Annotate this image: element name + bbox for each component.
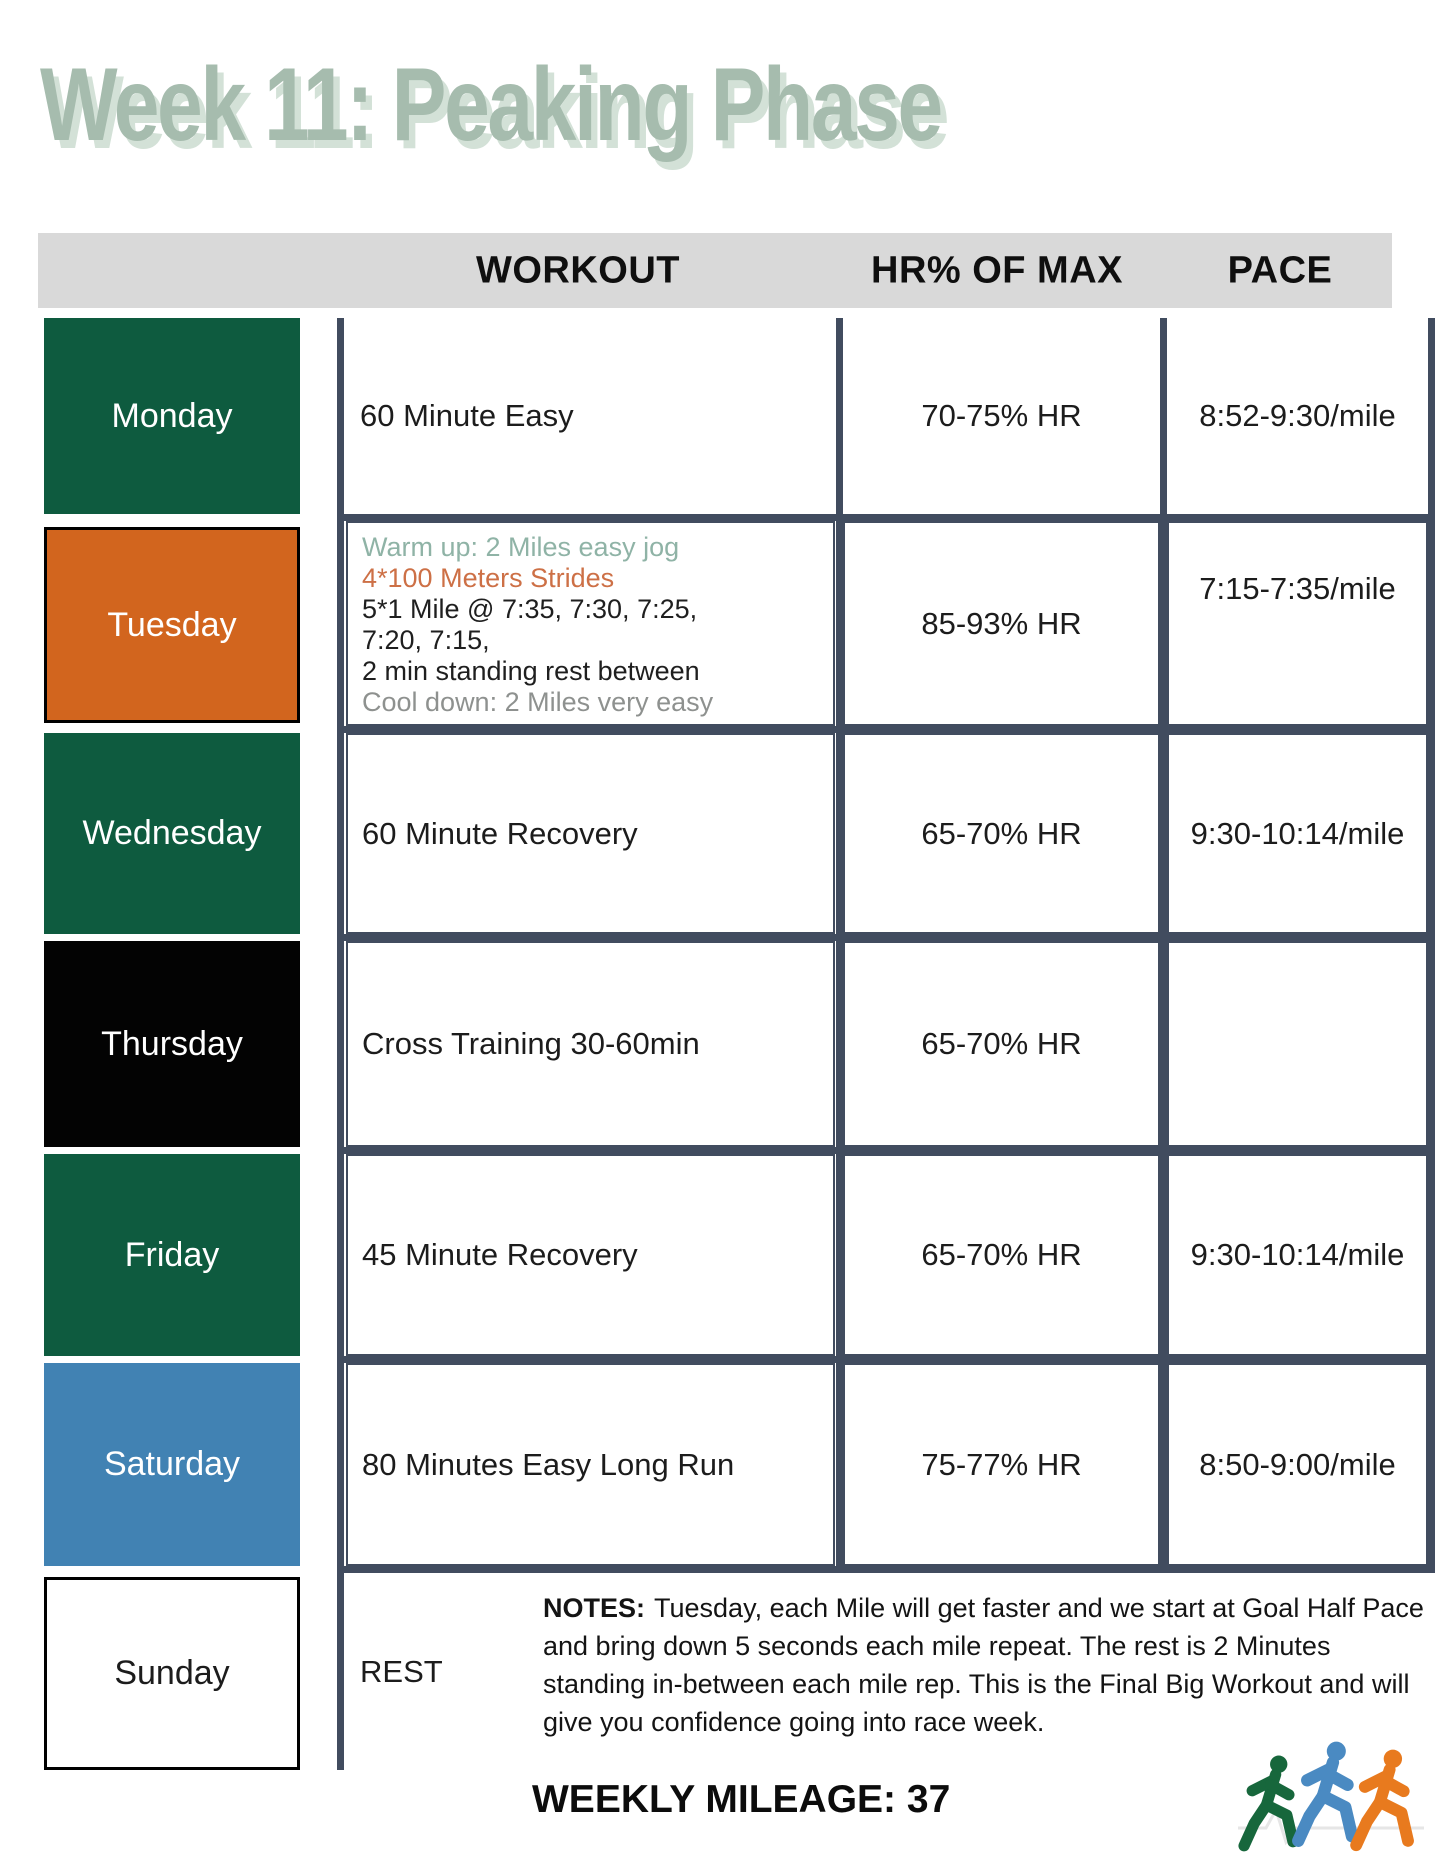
day-label-monday: Monday xyxy=(111,396,233,435)
table-row-thursday xyxy=(0,941,1445,1147)
grid-line-horizontal-5 xyxy=(337,1356,1435,1363)
day-block-thursday xyxy=(44,941,300,1147)
day-label-saturday: Saturday xyxy=(103,1445,241,1483)
warmup-line: Warm up: 2 Miles easy jog xyxy=(362,532,680,562)
green-runner-icon xyxy=(1244,1756,1293,1846)
pace-cell-wednesday: 9:30-10:14/mile xyxy=(1167,733,1428,934)
hr-cell-friday: 65-70% HR xyxy=(843,1154,1160,1356)
column-header-hr: HR% OF MAX xyxy=(871,249,1123,291)
hr-cell-monday: 70-75% HR xyxy=(921,398,1082,433)
table-row-friday xyxy=(0,1154,1445,1356)
pace-cell-friday: 9:30-10:14/mile xyxy=(1167,1154,1428,1356)
table-row-sunday xyxy=(0,1573,1445,1770)
notes-label: NOTES: xyxy=(543,1593,646,1623)
workout-cell-thursday: Cross Training 30-60min xyxy=(346,941,835,1147)
day-label-sunday: Sunday xyxy=(114,1654,230,1692)
column-header-workout: WORKOUT xyxy=(475,249,681,291)
hr-cell-wednesday: 65-70% HR xyxy=(843,733,1160,934)
hr-cell-tuesday: 85-93% HR xyxy=(843,521,1160,726)
day-label-thursday: Thursday xyxy=(101,1024,243,1063)
cooldown-line: Cool down: 2 Miles very easy xyxy=(362,687,714,717)
workout-cell-saturday: 80 Minutes Easy Long Run xyxy=(346,1363,835,1566)
page-title: Week 11: Peaking Phase xyxy=(40,47,941,163)
grid-line-horizontal-4 xyxy=(337,1147,1435,1154)
pace-cell-tuesday: 7:15-7:35/mile xyxy=(1167,521,1428,726)
hr-cell-thursday: 65-70% HR xyxy=(843,941,1160,1147)
hr-cell-saturday: 75-77% HR xyxy=(843,1363,1160,1566)
day-block-friday xyxy=(44,1154,300,1356)
intervals-line: 7:20, 7:15, xyxy=(362,625,490,655)
tuesday-workout-detail xyxy=(362,532,713,718)
pace-cell-saturday: 8:50-9:00/mile xyxy=(1167,1363,1428,1566)
workout-cell-friday: 45 Minute Recovery xyxy=(346,1154,835,1356)
table-header xyxy=(38,233,1392,308)
day-label-wednesday: Wednesday xyxy=(82,814,262,852)
grid-line-horizontal-3 xyxy=(337,934,1435,941)
notes-body: Tuesday, each Mile will get faster and we start at Goal Half Pace and bring down 5 seconds each mile repeat. The rest is 2 Minutes standing in-between each mile rep. This is the Final Big Workout and will give you confidence going into race week. xyxy=(543,1593,1424,1737)
workout-cell-sunday: REST xyxy=(360,1653,443,1689)
day-block-tuesday xyxy=(44,527,300,723)
intervals-line: 5*1 Mile @ 7:35, 7:30, 7:25, xyxy=(362,594,698,624)
day-label-tuesday: Tuesday xyxy=(107,605,237,644)
workout-cell-tuesday xyxy=(346,521,835,726)
column-header-pace: PACE xyxy=(1227,249,1333,291)
day-block-saturday xyxy=(44,1363,300,1566)
table-row-monday xyxy=(0,318,1445,514)
pace-cell-monday: 8:52-9:30/mile xyxy=(1199,398,1396,433)
notes-text xyxy=(543,1589,1427,1741)
orange-runner-icon xyxy=(1356,1750,1408,1846)
grid-line-horizontal-2 xyxy=(337,726,1435,733)
pace-cell-thursday xyxy=(1167,941,1428,1147)
three-runners-logo-icon xyxy=(1238,1730,1424,1866)
workout-cell-wednesday: 60 Minute Recovery xyxy=(346,733,835,934)
day-block-monday xyxy=(44,318,300,514)
strides-line: 4*100 Meters Strides xyxy=(362,563,615,593)
day-block-sunday xyxy=(44,1577,300,1770)
day-block-wednesday xyxy=(44,733,300,934)
table-row-tuesday xyxy=(0,521,1445,726)
blue-runner-icon xyxy=(1298,1742,1352,1841)
grid-line-horizontal-1 xyxy=(337,514,1435,521)
weekly-mileage: WEEKLY MILEAGE: 37 xyxy=(532,1778,951,1821)
day-label-friday: Friday xyxy=(124,1235,220,1274)
table-row-wednesday xyxy=(0,733,1445,934)
rest-line: 2 min standing rest between xyxy=(362,656,700,686)
workout-cell-monday: 60 Minute Easy xyxy=(360,398,574,433)
grid-line-horizontal-6 xyxy=(337,1566,1435,1573)
table-row-saturday xyxy=(0,1363,1445,1566)
